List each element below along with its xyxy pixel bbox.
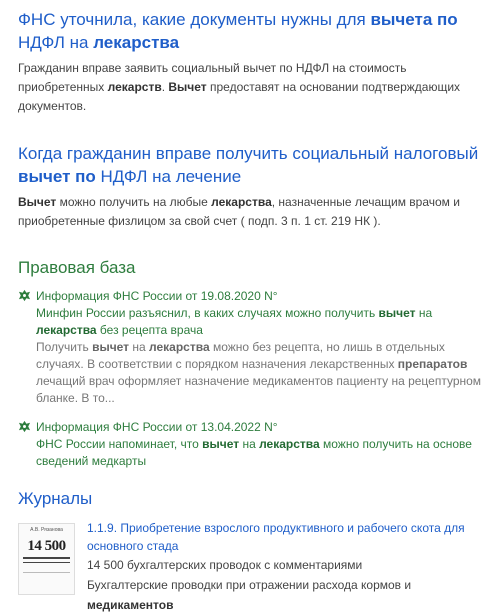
legal-doc-snippet: [36, 339, 482, 407]
text-run: Гражданин вправе заявить социальный вычет по НДФЛ на стоимость приобретенных: [18, 61, 407, 94]
highlighted-term: лекарства: [211, 195, 272, 209]
highlighted-term: лекарства: [259, 437, 320, 451]
section-title: Журналы: [18, 489, 93, 508]
text-run: .: [161, 80, 169, 94]
legal-doc-subtitle: [36, 305, 482, 339]
cover-author: А.В. Рязанова: [30, 527, 63, 533]
highlighted-term: лекарства: [36, 323, 97, 337]
text-run: Бухгалтерские проводки при отражении расхода кормов и: [87, 578, 412, 592]
highlighted-term: вычет: [202, 437, 240, 451]
text-run: , назначенные лечащим врачом и приобретенные физлицом за свой счет ( подп. 3 п. 1 ст. 219 НК ).: [18, 195, 460, 228]
text-run: на: [129, 340, 150, 354]
article-snippet: [18, 193, 482, 231]
highlighted-term: лекарства: [93, 33, 180, 52]
highlighted-term: Вычет: [18, 195, 57, 209]
emblem-icon: [18, 420, 36, 470]
legal-base-section: [18, 257, 482, 470]
highlighted-term: Вычет: [168, 80, 207, 94]
highlighted-term: вычет по: [18, 167, 96, 186]
text-run: НДФЛ на: [18, 33, 94, 52]
text-run: ФНС России напоминает, что: [36, 437, 203, 451]
cover-rule: [23, 562, 70, 563]
text-run: без рецепта врача: [96, 323, 203, 337]
text-run: Минфин России разъяснил, в каких случаях можно получить: [36, 306, 379, 320]
journal-title-link[interactable]: 1.1.9. Приобретение взрослого продуктивного и рабочего скота для основного стада: [87, 521, 465, 553]
text-run: предоставят на основании подтверждающих документов.: [18, 80, 461, 113]
text-run: на: [415, 306, 433, 320]
text-run: можно без рецепта, но лишь в отдельных случаях. В соответствии с порядком назначения лекарственных: [36, 340, 445, 371]
article-result: [18, 8, 482, 116]
article-title-link[interactable]: [18, 8, 482, 54]
text-run: лечащий врач оформляет назначение медикаментов пациенту на рецептурном бланке. В то...: [36, 374, 482, 405]
journal-subtitle: 14 500 бухгалтерских проводок с комментариями: [87, 558, 363, 572]
text-run: Когда гражданин вправе получить социальный налоговый: [18, 144, 479, 163]
highlighted-term: препаратов: [397, 357, 468, 371]
highlighted-term: лекарств: [107, 80, 162, 94]
text-run: можно получить на любые: [56, 195, 212, 209]
article-title-link[interactable]: [18, 142, 482, 188]
journal-snippet: [87, 575, 482, 615]
legal-doc-title-link[interactable]: Информация ФНС России от 13.04.2022 N°: [36, 420, 278, 434]
journal-cover-image[interactable]: [18, 523, 75, 595]
section-title: Правовая база: [18, 258, 136, 277]
highlighted-term: вычета по: [370, 10, 458, 29]
article-result: [18, 142, 482, 231]
text-run: на: [239, 437, 260, 451]
journal-item: [18, 519, 482, 615]
legal-doc-item: [18, 419, 482, 470]
text-run: ФНС уточнила, какие документы нужны для: [18, 10, 371, 29]
highlighted-term: вычет: [378, 306, 416, 320]
highlighted-term: медикаментов: [87, 598, 174, 612]
text-run: НДФЛ на лечение: [95, 167, 242, 186]
highlighted-term: вычет: [92, 340, 130, 354]
cover-number: 14 500: [27, 538, 66, 554]
emblem-icon: [18, 289, 36, 407]
legal-doc-item: [18, 288, 482, 407]
journals-section: [18, 488, 482, 615]
text-run: Получить: [36, 340, 93, 354]
text-run: можно получить на основе сведений медкарты: [36, 437, 472, 468]
article-snippet: [18, 59, 482, 116]
cover-rule: [23, 557, 70, 559]
cover-caption-area: [23, 572, 70, 587]
highlighted-term: лекарства: [149, 340, 210, 354]
legal-doc-title-link[interactable]: Информация ФНС России от 19.08.2020 N°: [36, 289, 278, 303]
legal-doc-subtitle: [36, 436, 482, 470]
